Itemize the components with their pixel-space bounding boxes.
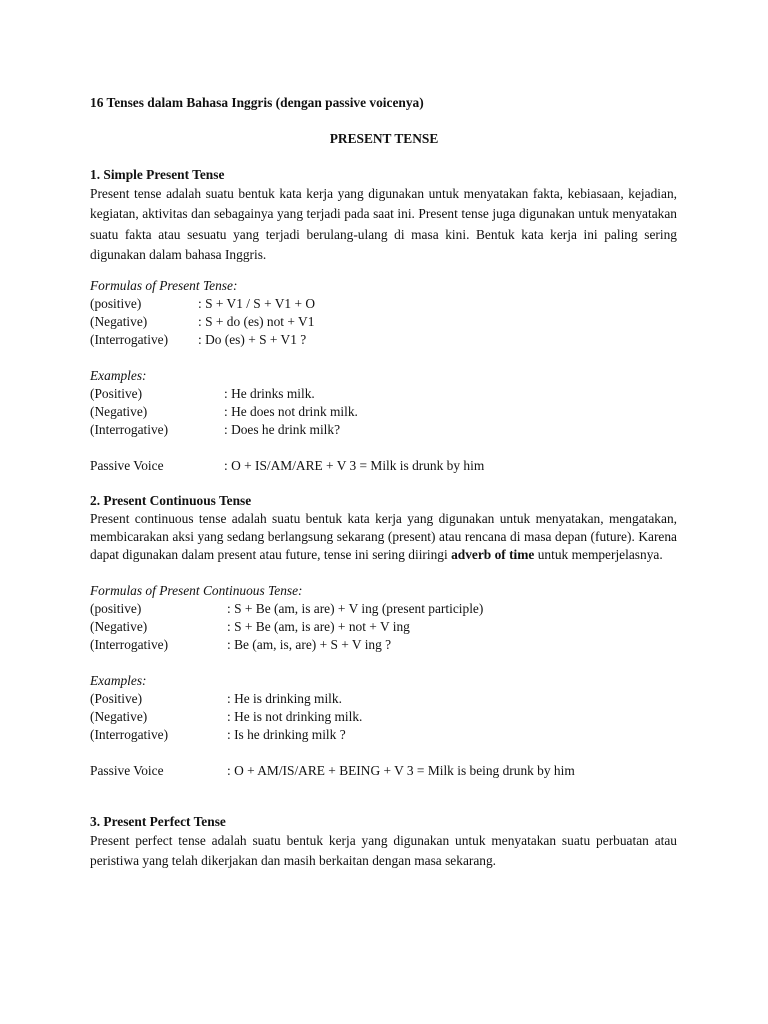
- example-value: : He does not drink milk.: [224, 404, 358, 420]
- passive-label: Passive Voice: [90, 458, 164, 474]
- section-heading: 1. Simple Present Tense: [90, 167, 225, 182]
- example-label: (Positive): [90, 386, 143, 402]
- example-label: (Positive): [90, 691, 143, 706]
- formula-label: (Negative): [90, 314, 148, 330]
- formula-label: (Interrogative): [90, 332, 169, 348]
- section-heading: 2. Present Continuous Tense: [90, 493, 252, 508]
- document-title: 16 Tenses dalam Bahasa Inggris (dengan passive voicenya): [90, 95, 424, 110]
- passive-label: Passive Voice: [90, 763, 164, 778]
- example-value: : He drinks milk.: [224, 386, 315, 402]
- passive-voice-row: [90, 457, 677, 475]
- part-title: PRESENT TENSE: [329, 131, 439, 146]
- example-row: [90, 385, 677, 403]
- example-value: : Is he drinking milk ?: [227, 727, 346, 742]
- paragraph-text: untuk memperjelasnya.: [534, 547, 663, 562]
- formula-row: [90, 636, 677, 654]
- passive-value: : O + IS/AM/ARE + V 3 = Milk is drunk by him: [224, 458, 485, 474]
- example-row: [90, 690, 677, 708]
- example-label: (Interrogative): [90, 422, 169, 438]
- formula-row: [90, 313, 677, 331]
- section-present-perfect: [90, 813, 677, 872]
- example-row: [90, 421, 677, 439]
- section-paragraph: Present perfect tense adalah suatu bentuk kerja yang digunakan untuk menyatakan suatu perbuatan atau peristiwa yang telah dikerjakan dan masih berkaitan dengan masa sekarang.: [90, 833, 677, 869]
- formula-row: [90, 331, 677, 349]
- formula-value: : S + do (es) not + V1: [198, 314, 315, 330]
- example-value: : He is drinking milk.: [227, 691, 342, 706]
- section-paragraph: [90, 510, 677, 564]
- example-row: [90, 403, 677, 421]
- section-present-continuous: [90, 492, 677, 780]
- formulas-label: Formulas of Present Continuous Tense:: [90, 583, 303, 598]
- example-row: [90, 726, 677, 744]
- example-value: : He is not drinking milk.: [227, 709, 363, 724]
- passive-value: : O + AM/IS/ARE + BEING + V 3 = Milk is being drunk by him: [227, 763, 575, 778]
- paragraph-bold-term: adverb of time: [451, 547, 535, 562]
- example-label: (Negative): [90, 404, 148, 420]
- formula-value: : Be (am, is, are) + S + V ing ?: [227, 637, 392, 652]
- formula-label: (positive): [90, 601, 142, 616]
- formulas-label: Formulas of Present Tense:: [90, 278, 238, 294]
- formula-row: [90, 618, 677, 636]
- formula-label: (positive): [90, 296, 142, 312]
- formula-row: [90, 600, 677, 618]
- example-label: (Interrogative): [90, 727, 169, 742]
- formula-label: (Negative): [90, 619, 148, 634]
- section-heading: 3. Present Perfect Tense: [90, 814, 226, 829]
- section-paragraph: Present tense adalah suatu bentuk kata kerja yang digunakan untuk menyatakan fakta, kebiasaan, kejadian, kegiatan, aktivitas dan sebagainya yang terjadi pada saat ini. Present tense juga digunakan untuk menyatakan suatu fakta atau sesuatu yang terjadi berulang-ulang di masa kini. Bentuk kata kerja ini paling sering digunakan dalam bahasa Inggris.: [90, 186, 677, 262]
- formula-row: [90, 295, 677, 313]
- formula-label: (Interrogative): [90, 637, 169, 652]
- paragraph-text: Present continuous tense adalah suatu bentuk kata kerja yang digunakan untuk menyatakan, mengatakan, membicarakan aksi yang sedang berlangsung sekarang (present) atau rencana di masa depan (future). Karena dapat digunakan dalam present atau future, tense ini sering diiringi: [90, 511, 677, 562]
- example-row: [90, 708, 677, 726]
- section-simple-present: [90, 166, 677, 475]
- example-value: : Does he drink milk?: [224, 422, 341, 438]
- examples-label: Examples:: [90, 368, 147, 384]
- passive-voice-row: [90, 762, 677, 780]
- example-label: (Negative): [90, 709, 148, 724]
- formula-value: : S + Be (am, is are) + not + V ing: [227, 619, 410, 634]
- examples-label: Examples:: [90, 673, 147, 688]
- formula-value: : S + V1 / S + V1 + O: [198, 296, 316, 312]
- formula-value: : S + Be (am, is are) + V ing (present participle): [227, 601, 484, 616]
- formula-value: : Do (es) + S + V1 ?: [198, 332, 307, 348]
